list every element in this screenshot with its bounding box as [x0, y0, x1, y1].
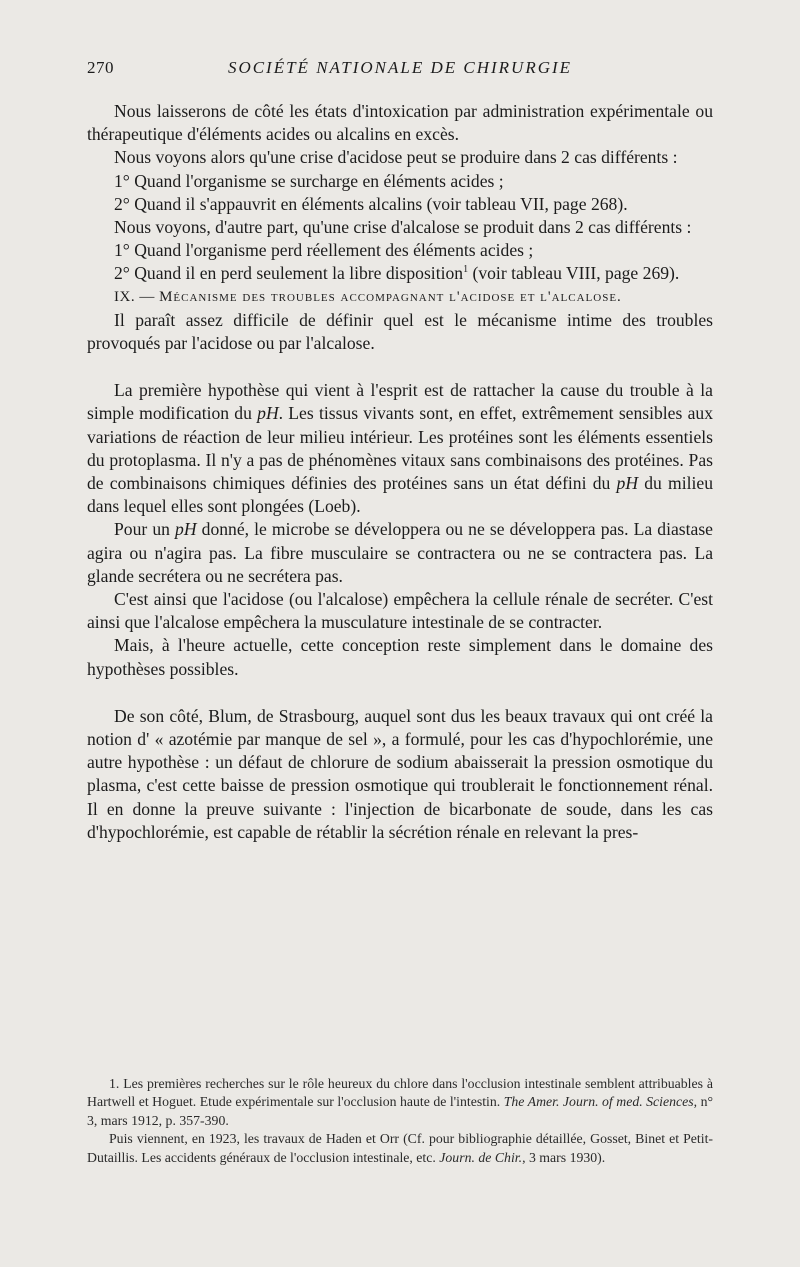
text-run: du milieu dans lequel elles sont plongées (Loeb). [87, 473, 713, 517]
page-number: 270 [87, 58, 114, 77]
journal-title: Journ. de Chir. [439, 1149, 523, 1165]
list-item: 1° Quand l'organisme se surcharge en éléments acides ; [114, 170, 504, 191]
text-run: . Les tissus vivants sont, en effet, extrêmement sensibles aux variations de réaction de leur milieu intérieur. Les protéines sont les éléments essentiels du protoplasma. Il n'y a pas de phénomènes vitaux sans combinaisons des protéines. Pas de combinaisons chimiques définies des protéines sans un état défini du [87, 403, 713, 494]
paragraph [87, 379, 713, 518]
section-heading [87, 286, 713, 309]
paragraph: Il paraît assez difficile de définir quel est le mécanisme intime des troubles provoqués par l'acidose ou par l'alcalose. [87, 309, 713, 354]
running-title: SOCIÉTÉ NATIONALE DE CHIRURGIE [227, 58, 573, 77]
footnote-text: , n° 3, mars 1912, p. 357-390. [87, 1094, 713, 1128]
paragraph: Nous voyons, d'autre part, qu'une crise d'alcalose se produit dans 2 cas différents : [114, 217, 692, 238]
footnote-text: 1. Les premières recherches sur le rôle heureux du chlore dans l'occlusion intestinale semblent attribuables à Hartwell et Hoguet. Etude expérimentale sur l'occlusion haute de l'intestin. [87, 1076, 713, 1110]
paragraph: De son côté, Blum, de Strasbourg, auquel sont dus les beaux travaux qui ont créé la notion d' « azotémie par manque de sel », a formulé, pour les cas d'hypochlorémie, une autre hypothèse : un défaut de chlorure de sodium abaisserait la pression osmotique du plasma, c'est cette baisse de pression osmotique qui troublerait le fonctionnement rénal. Il en donne la preuve suivante : l'injection de bicarbonate de soude, dans les cas d'hypochlorémie, est capable de rétablir la sécrétion rénale en relevant la pres- [87, 705, 713, 842]
paragraph: Nous laisserons de côté les états d'intoxication par administration expérimentale ou thérapeutique d'éléments acides ou alcalins en excès. [87, 101, 713, 145]
list-item-text: (voir tableau VIII, page 269). [468, 263, 680, 284]
list-item: 1° Quand l'organisme perd réellement des éléments acides ; [114, 240, 534, 261]
paragraph-gap [87, 355, 713, 379]
text-run: La première hypothèse qui vient à l'esprit est de rattacher la cause du trouble à la simple modification du [87, 380, 713, 424]
text-run: Pour un [114, 519, 176, 540]
footnote [87, 1130, 713, 1167]
paragraph: Mais, à l'heure actuelle, cette conception reste simplement dans le domaine des hypothèses possibles. [87, 635, 713, 679]
ph-term: pH [257, 403, 279, 424]
paragraph-gap [87, 681, 713, 705]
journal-title: The Amer. Journ. of med. Sciences [503, 1094, 694, 1110]
ph-term: pH [175, 519, 197, 540]
footnote [87, 1075, 713, 1130]
paragraph [87, 518, 713, 588]
ph-term: pH [616, 473, 639, 494]
page-header [87, 58, 713, 88]
footnote-text: Puis viennent, en 1923, les travaux de Haden et Orr (Cf. pour bibliographie détaillée, Gosset, Binet et Petit-Dutaillis. Les accidents généraux de l'occlusion intestinale, etc. [87, 1131, 713, 1165]
body-text [87, 100, 713, 844]
list-item-text: 2° Quand il en perd seulement la libre disposition [114, 263, 464, 284]
list-item: 2° Quand il s'appauvrit en éléments alcalins (voir tableau VII, page 268). [114, 193, 628, 214]
footnote-marker[interactable]: 1 [463, 264, 469, 276]
paragraph: Nous voyons alors qu'une crise d'acidose peut se produire dans 2 cas différents : [114, 147, 678, 168]
list-item [87, 262, 713, 285]
section-title: Mécanisme des troubles accompagnant l'acidose et l'alcalose. [159, 288, 622, 305]
paragraph: C'est ainsi que l'acidose (ou l'alcalose) empêchera la cellule rénale de secréter. C'est ainsi que l'alcalose empêchera la musculature intestinale de se contracter. [87, 589, 713, 633]
text-run: donné, le microbe se développera ou ne se développera pas. La diastase agira ou n'agira pas. La fibre musculaire se contractera ou ne se contractera pas. La glande secrétera ou ne secrétera pas. [87, 519, 713, 586]
section-number: IX. — [114, 288, 160, 305]
footnotes [87, 1075, 713, 1167]
footnote-text: , 3 mars 1930). [522, 1149, 606, 1165]
